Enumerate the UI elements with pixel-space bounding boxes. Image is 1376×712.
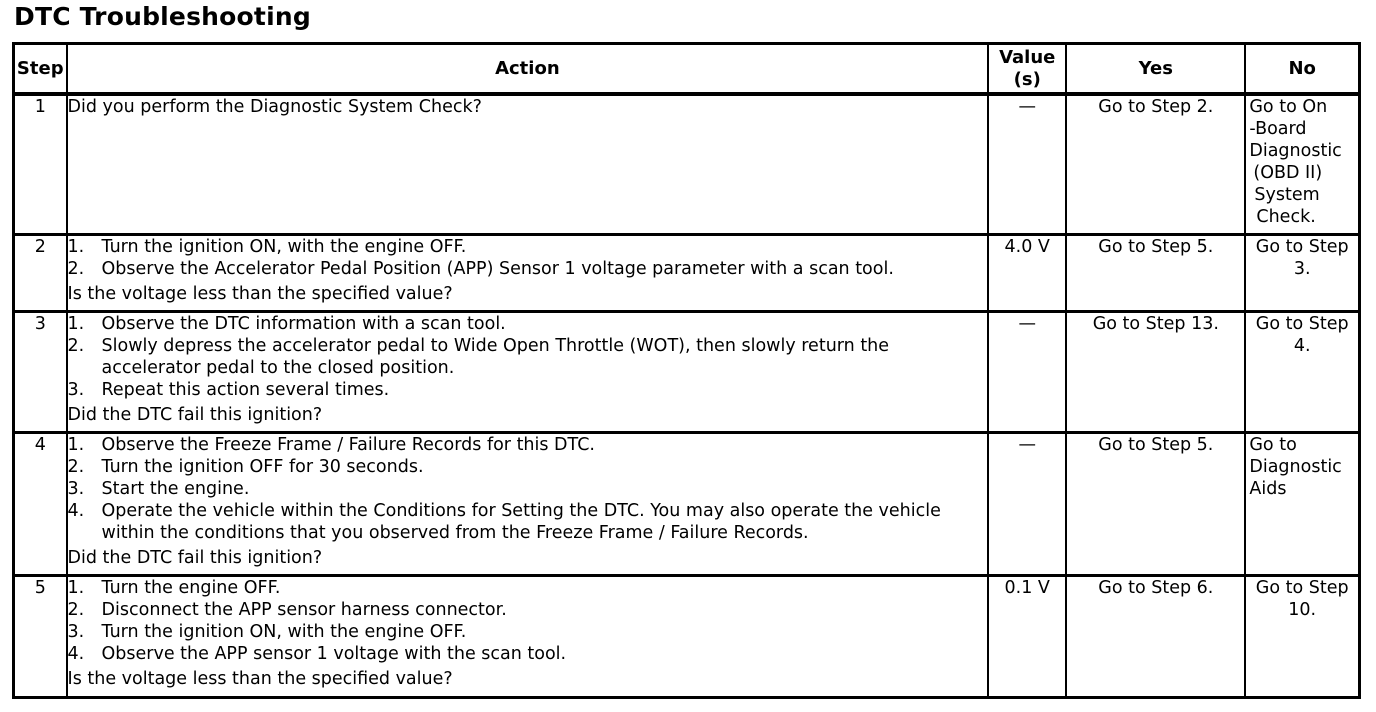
item-number: 2. xyxy=(67,259,85,279)
action-item xyxy=(68,643,988,665)
item-number: 1. xyxy=(67,435,85,455)
no-cell xyxy=(1245,576,1359,698)
header-value-line2: (s) xyxy=(1013,68,1041,90)
action-item xyxy=(68,577,988,599)
item-number: 2. xyxy=(67,457,85,477)
item-number: 1. xyxy=(67,237,85,257)
no-line: 10. xyxy=(1288,600,1317,620)
step-cell: 4 xyxy=(14,433,67,576)
no-line: 4. xyxy=(1293,336,1311,356)
item-text: Turn the ignition ON, with the engine OFF. xyxy=(101,237,467,257)
action-cell xyxy=(67,312,989,433)
item-text: Slowly depress the accelerator pedal to Wide Open Throttle (WOT), then slowly return the accelerator pedal to the closed position. xyxy=(101,336,890,378)
no-line: Go to On xyxy=(1249,97,1328,117)
no-line: Check. xyxy=(1256,207,1316,227)
page-title: DTC Troubleshooting xyxy=(14,2,311,31)
action-question: Did you perform the Diagnostic System Check? xyxy=(67,97,482,117)
header-yes: Yes xyxy=(1066,44,1245,95)
item-text: Observe the APP sensor 1 voltage with the scan tool. xyxy=(101,644,567,664)
action-item xyxy=(68,258,988,280)
action-item xyxy=(68,456,988,478)
no-line: Diagnostic xyxy=(1249,141,1342,161)
no-line: (OBD II) xyxy=(1253,163,1323,183)
item-text: Turn the ignition ON, with the engine OFF. xyxy=(101,622,467,642)
header-value-line1: Value xyxy=(999,46,1056,68)
item-text: Observe the DTC information with a scan tool. xyxy=(101,314,506,334)
no-line: Diagnostic xyxy=(1249,457,1342,477)
table-row xyxy=(14,312,1360,433)
yes-cell: Go to Step 13. xyxy=(1066,312,1245,433)
item-text: Observe the Accelerator Pedal Position (APP) Sensor 1 voltage parameter with a scan tool. xyxy=(101,259,894,279)
no-line: Go to Step xyxy=(1255,578,1349,598)
value-cell: 0.1 V xyxy=(988,576,1066,698)
action-item xyxy=(68,313,988,335)
item-text: Turn the ignition OFF for 30 seconds. xyxy=(101,457,424,477)
action-item xyxy=(68,478,988,500)
no-line: -Board xyxy=(1249,119,1307,139)
item-text: Turn the engine OFF. xyxy=(101,578,281,598)
action-question: Is the voltage less than the specified value? xyxy=(67,284,453,304)
action-question: Is the voltage less than the specified value? xyxy=(67,669,453,689)
table-row xyxy=(14,576,1360,698)
no-cell xyxy=(1245,235,1359,312)
action-item xyxy=(68,335,988,379)
action-cell xyxy=(67,235,989,312)
header-value xyxy=(988,44,1066,95)
value-cell: 4.0 V xyxy=(988,235,1066,312)
action-item xyxy=(68,236,988,258)
header-step: Step xyxy=(14,44,67,95)
value-cell: — xyxy=(988,433,1066,576)
item-number: 4. xyxy=(67,501,85,521)
action-cell xyxy=(67,94,989,235)
action-cell xyxy=(67,576,989,698)
action-item xyxy=(68,621,988,643)
step-cell: 1 xyxy=(14,94,67,235)
item-number: 2. xyxy=(67,600,85,620)
item-number: 3. xyxy=(67,622,85,642)
item-number: 1. xyxy=(67,314,85,334)
no-line: Go to Step xyxy=(1255,314,1349,334)
no-line: Go to xyxy=(1249,435,1297,455)
yes-cell: Go to Step 5. xyxy=(1066,433,1245,576)
no-line: Go to Step xyxy=(1255,237,1349,257)
action-question: Did the DTC fail this ignition? xyxy=(67,405,323,425)
action-item xyxy=(68,434,988,456)
item-text: Start the engine. xyxy=(101,479,250,499)
yes-cell: Go to Step 6. xyxy=(1066,576,1245,698)
item-number: 4. xyxy=(67,644,85,664)
item-text: Operate the vehicle within the Conditions for Setting the DTC. You may also operate the vehicle within the conditions that you observed from the Freeze Frame / Failure Records. xyxy=(101,501,941,543)
item-text: Observe the Freeze Frame / Failure Records for this DTC. xyxy=(101,435,595,455)
no-line: System xyxy=(1254,185,1320,205)
table-row xyxy=(14,94,1360,235)
header-row xyxy=(14,44,1360,95)
item-text: Repeat this action several times. xyxy=(101,380,390,400)
step-cell: 3 xyxy=(14,312,67,433)
item-number: 3. xyxy=(67,380,85,400)
item-number: 3. xyxy=(67,479,85,499)
item-number: 2. xyxy=(67,336,85,356)
value-cell: — xyxy=(988,94,1066,235)
dtc-table xyxy=(12,42,1361,699)
action-item xyxy=(68,599,988,621)
yes-cell: Go to Step 5. xyxy=(1066,235,1245,312)
no-line: 3. xyxy=(1293,259,1311,279)
no-line: Aids xyxy=(1249,479,1287,499)
item-text: Disconnect the APP sensor harness connector. xyxy=(101,600,507,620)
no-cell xyxy=(1245,312,1359,433)
action-item xyxy=(68,379,988,401)
table-row xyxy=(14,433,1360,576)
step-cell: 2 xyxy=(14,235,67,312)
action-item xyxy=(68,500,988,544)
value-cell: — xyxy=(988,312,1066,433)
header-action: Action xyxy=(67,44,989,95)
item-number: 1. xyxy=(67,578,85,598)
step-cell: 5 xyxy=(14,576,67,698)
action-cell xyxy=(67,433,989,576)
no-cell xyxy=(1245,433,1359,576)
table-row xyxy=(14,235,1360,312)
action-question: Did the DTC fail this ignition? xyxy=(67,548,323,568)
no-cell xyxy=(1245,94,1359,235)
header-no: No xyxy=(1245,44,1359,95)
yes-cell: Go to Step 2. xyxy=(1066,94,1245,235)
